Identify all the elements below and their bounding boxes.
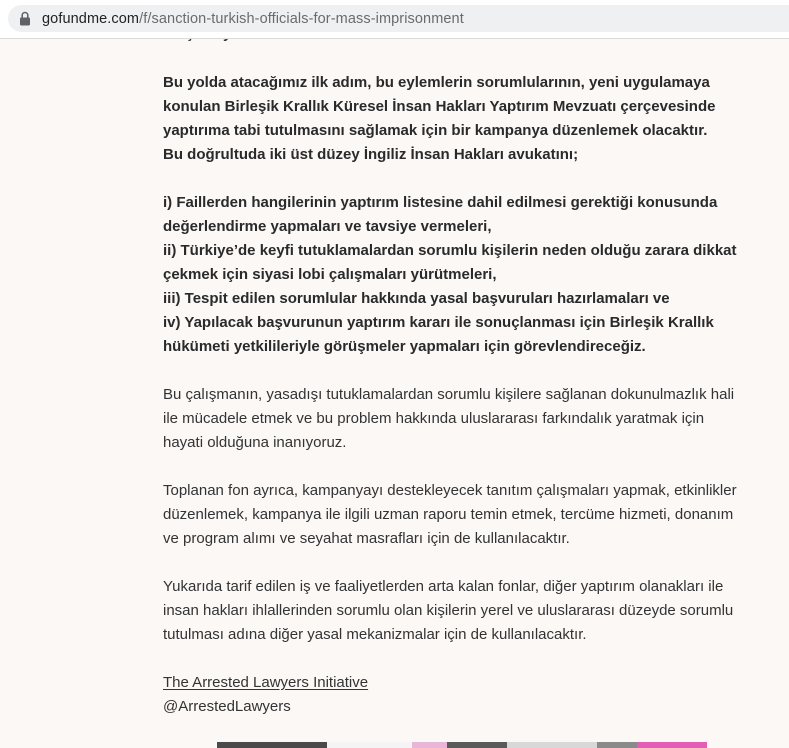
text-line: tutulması adına diğer yasal mekanizmalar için de kullanılacaktır. <box>163 626 587 643</box>
paragraph-remaining-funds <box>163 575 773 647</box>
text-line: yaptırıma tabi tutulmasını sağlamak için bir kampanya düzenlemek olacaktır. <box>163 122 708 139</box>
text-line: çekmek için siyasi lobi çalışmaları yürütmeleri, <box>163 266 497 283</box>
image-strip-segment <box>447 742 507 748</box>
paragraph-funds <box>163 479 773 551</box>
text-line: iii) Tespit edilen sorumlular hakkında yasal başvuruları hazırlamaları ve <box>163 290 670 307</box>
text-line: Yukarıda tarif edilen iş ve faaliyetlerden arta kalan fonlar, diğer yaptırım olanakları ile <box>163 578 724 595</box>
text-line: hayati olduğuna inanıyoruz. <box>163 434 347 451</box>
campaign-image-preview[interactable] <box>217 742 707 748</box>
text-line: değerlendirme yapmaları ve tavsiye vermeleri, <box>163 218 492 235</box>
organization-link[interactable]: The Arrested Lawyers Initiative <box>163 674 369 691</box>
browser-address-bar <box>0 0 789 39</box>
text-line: ii) Türkiye’de keyfi tutuklamalardan sorumlu kişilerin neden olduğu zarara dikkat <box>163 242 737 259</box>
text-line: iv) Yapılacak başvurunun yaptırım kararı ile sonuçlanması için Birleşik Krallık <box>163 314 714 331</box>
paragraph-first-step <box>163 71 773 167</box>
text-line: hükümeti yetkilileriyle görüşmeler yapmaları için görevlendireceğiz. <box>163 338 646 355</box>
text-line: Bu çalışmanın, yasadışı tutuklamalardan sorumlu kişilere sağlanan dokunulmazlık hali <box>163 386 735 403</box>
url-domain: gofundme.com <box>42 10 140 27</box>
text-line: ile mücadele etmek ve bu problem hakkında uluslararası farkındalık yaratmak için <box>163 410 705 427</box>
url-text[interactable] <box>42 11 464 27</box>
text-line: Bu doğrultuda iki üst düzey İngiliz İnsan Hakları avukatını; <box>163 146 579 163</box>
paragraph-belief <box>163 383 773 455</box>
lock-icon[interactable] <box>19 11 33 27</box>
image-strip-segment <box>597 742 637 748</box>
image-strip-segment <box>507 742 597 748</box>
url-field[interactable] <box>8 5 789 32</box>
url-path: /f/sanction-turkish-officials-for-mass-imprisonment <box>139 10 464 27</box>
text-line: insan hakları ihlallerinden sorumlu olan kişilerin yerel ve uluslararası düzeyde sorumlu <box>163 602 734 619</box>
text-line: Toplanan fon ayrıca, kampanyayı destekleyecek tanıtım çalışmaları yapmak, etkinlikler <box>163 482 737 499</box>
signature <box>163 671 773 719</box>
twitter-handle: @ArrestedLawyers <box>163 698 291 715</box>
paragraph-lawyer-tasks <box>163 191 773 359</box>
image-strip-segment <box>412 742 447 748</box>
text-line: i) Faillerden hangilerinin yaptırım listesine dahil edilmesi gerektiği konusunda <box>163 194 718 211</box>
image-strip-segment <box>217 742 327 748</box>
text-line: düzenlemek, kampanya ile ilgili uzman raporu temin etmek, tercüme hizmeti, donanım <box>163 506 734 523</box>
text-line: ve program alımı ve seyahat masrafları için de kullanılacaktır. <box>163 530 570 547</box>
image-strip-segment <box>327 742 412 748</box>
text-line: konulan Birleşik Krallık Küresel İnsan Hakları Yaptırım Mevzuatı çerçevesinde <box>163 98 716 115</box>
text-line: Bu yolda atacağımız ilk adım, bu eylemlerin sorumlularının, yeni uygulamaya <box>163 74 710 91</box>
image-strip-segment <box>637 742 707 748</box>
